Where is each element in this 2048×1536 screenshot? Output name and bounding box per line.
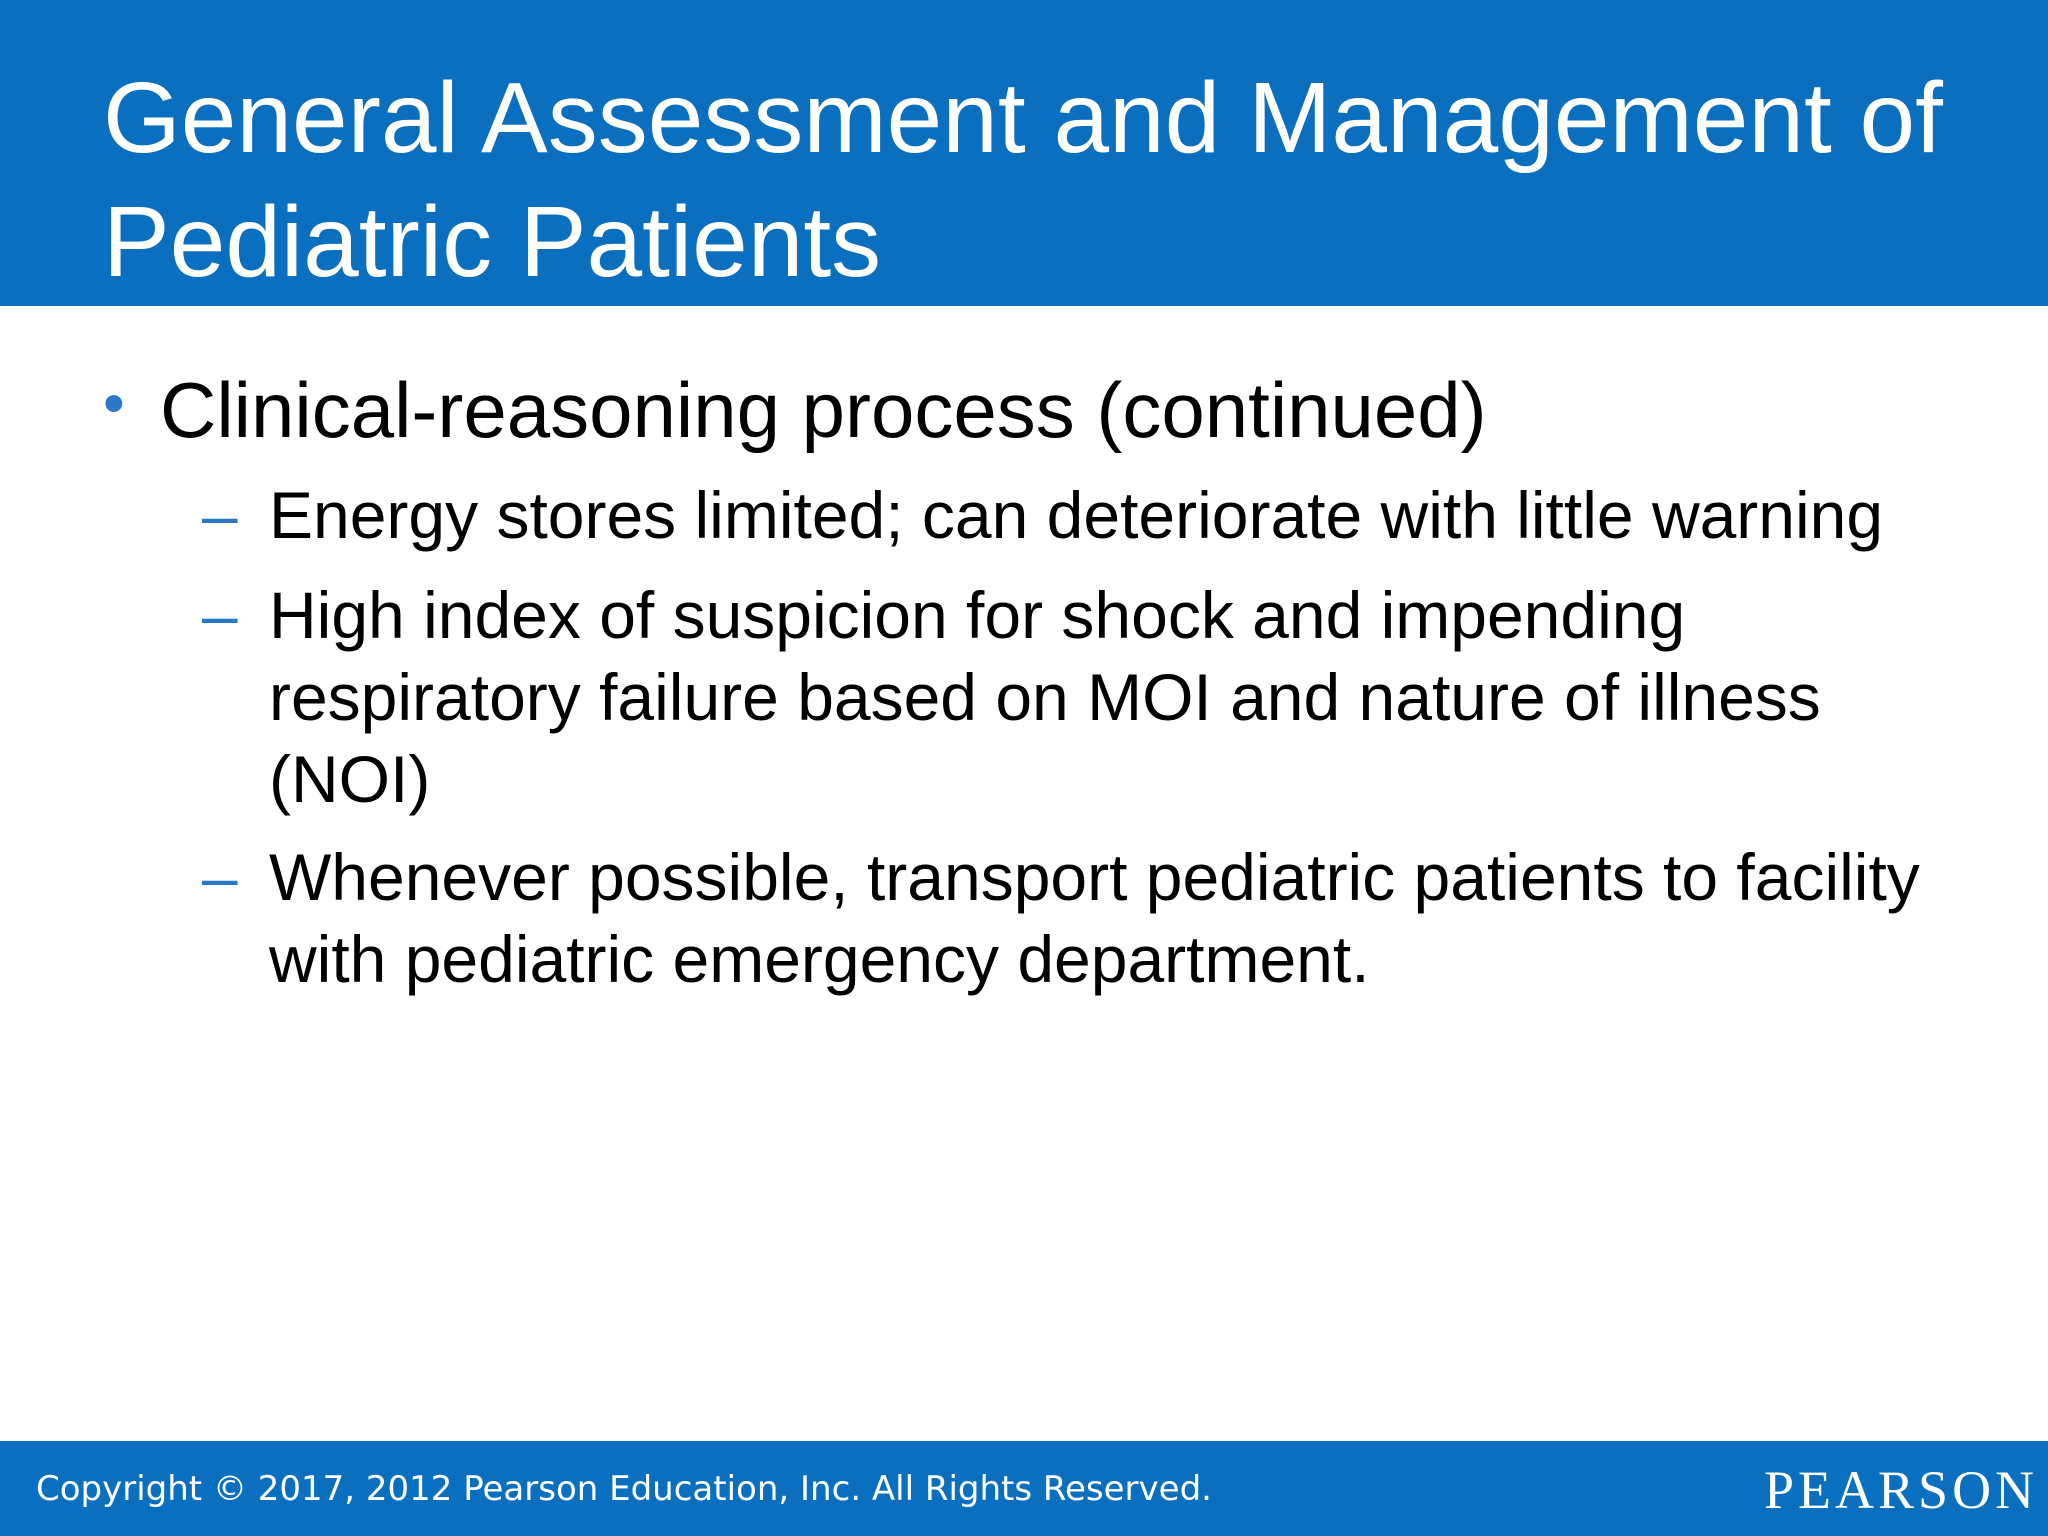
pearson-logo: PEARSON: [1764, 1460, 2039, 1520]
dash-icon: –: [202, 841, 238, 913]
dash-icon: –: [202, 479, 238, 551]
copyright-text: Copyright © 2017, 2012 Pearson Education, Inc. All Rights Reserved.: [36, 1469, 1212, 1509]
sub-bullet-text: High index of suspicion for shock and impending respiratory failure based on MOI and nature of illness (NOI): [269, 578, 1821, 816]
slide-title: General Assessment and Management of Pediatric Patients: [103, 62, 1943, 298]
main-bullet-text: Clinical-reasoning process (continued): [160, 366, 1487, 454]
bullet-dot-icon: •: [103, 369, 125, 438]
main-bullet: [0, 360, 2048, 460]
sub-bullet-text: Energy stores limited; can deteriorate with little warning: [269, 478, 1884, 552]
footer-bar: [0, 1441, 2048, 1536]
dash-icon: –: [202, 579, 238, 651]
sub-bullet-text: Whenever possible, transport pediatric patients to facility with pediatric emergency department.: [269, 840, 1920, 996]
